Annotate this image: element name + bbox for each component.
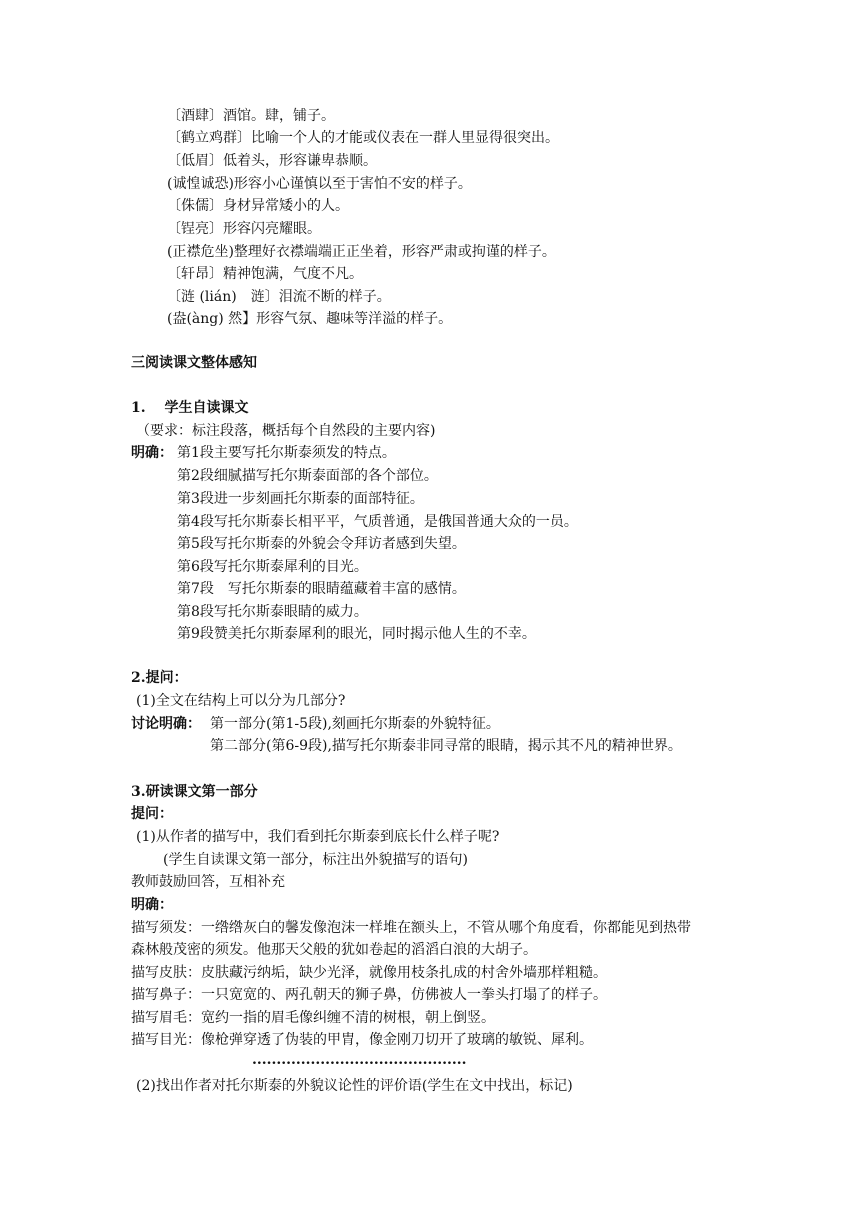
vocab-item: 〔锃亮〕形容闪亮耀眼。 [167,221,321,237]
vocab-item: 〔鹤立鸡群〕比喻一个人的才能或仪表在一群人里显得很突出。 [167,130,559,146]
vocab-item: 〔涟 (lián) 涟〕泪流不断的样子。 [167,289,391,305]
item3-question2: (2)找出作者对托尔斯泰的外貌议论性的评价语(学生在文中找出，标记) [136,1078,573,1094]
item2-answer-label: 讨论明确： [131,716,201,732]
appearance-description: 描写鼻子：一只宽宽的、两孔朝天的狮子鼻，仿佛被人一拳头打塌了的样子。 [131,987,607,1003]
item3-question1-note: (学生自读课文第一部分，标注出外貌描写的语句) [163,852,468,868]
vocab-item: (正襟危坐)整理好衣襟端端正正坐着，形容严肃或拘谨的样子。 [167,244,556,260]
section-heading: 三阅读课文整体感知 [131,355,257,371]
item1-requirement: （要求：标注段落，概括每个自然段的主要内容) [136,423,436,439]
paragraph-summary: 第2段细腻描写托尔斯泰面部的各个部位。 [177,468,438,484]
paragraph-summary: 第8段写托尔斯泰眼睛的威力。 [177,604,368,620]
vocab-item: (盎(àng) 然】形容气氛、趣味等洋溢的样子。 [167,311,453,327]
paragraph-summary: 第1段主要写托尔斯泰须发的特点。 [177,445,396,461]
paragraph-summary: 第4段写托尔斯泰长相平平，气质普通，是俄国普通大众的一员。 [177,514,578,530]
item3-question1: (1)从作者的描写中，我们看到托尔斯泰到底长什么样子呢? [136,829,500,845]
appearance-description: 描写眉毛：宽约一指的眉毛像纠缠不清的树根，朝上倒竖。 [131,1010,495,1026]
vocab-item: (诚惶诚恐)形容小心谨慎以至于害怕不安的样子。 [167,176,472,192]
item2-heading: 2.提问： [131,670,188,686]
appearance-description: 森林般茂密的须发。他那天父般的犹如卷起的滔滔白浪的大胡子。 [131,942,537,958]
appearance-description: 描写目光：像枪弹穿透了伪装的甲胄，像金刚刀切开了玻璃的敏锐、犀利。 [131,1032,593,1048]
paragraph-summary: 第7段 写托尔斯泰的眼睛蕴藏着丰富的感情。 [177,581,466,597]
item3-answer-label: 明确： [131,897,173,913]
paragraph-summary: 第6段写托尔斯泰犀利的目光。 [177,559,368,575]
item1-answer-label: 明确： [131,445,173,461]
appearance-description: 描写须发：一绺绺灰白的馨发像泡沫一样堆在额头上，不管从哪个角度看，你都能见到热带 [131,920,691,936]
ellipsis-dots: ............................................ [252,1052,467,1068]
paragraph-summary: 第5段写托尔斯泰的外貌会令拜访者感到失望。 [177,536,466,552]
appearance-description: 描写皮肤：皮肤藏污纳垢，缺少光泽，就像用枝条扎成的村舍外墙那样粗糙。 [131,965,607,981]
item3-heading: 3.研读课文第一部分 [131,784,258,800]
item3-question-label: 提问： [131,806,173,822]
structure-part: 第一部分(第1-5段),刻画托尔斯泰的外貌特征。 [210,716,500,732]
paragraph-summary: 第3段进一步刻画托尔斯泰的面部特征。 [177,491,424,507]
paragraph-summary: 第9段赞美托尔斯泰犀利的眼光，同时揭示他人生的不幸。 [177,626,536,642]
structure-part: 第二部分(第6-9段),描写托尔斯泰非同寻常的眼睛，揭示其不凡的精神世界。 [210,738,682,754]
vocab-item: 〔酒肆〕酒馆。肆，铺子。 [167,108,335,124]
item1-heading: 1. 学生自读课文 [131,400,249,416]
teacher-note: 教师鼓励回答，互相补充 [131,874,285,890]
item2-question: (1)全文在结构上可以分为几部分? [136,693,346,709]
vocab-item: 〔低眉〕低着头，形容谦卑恭顺。 [167,153,377,169]
vocab-item: 〔侏儒〕身材异常矮小的人。 [167,198,349,214]
vocab-item: 〔轩昂〕精神饱满，气度不凡。 [167,266,363,282]
